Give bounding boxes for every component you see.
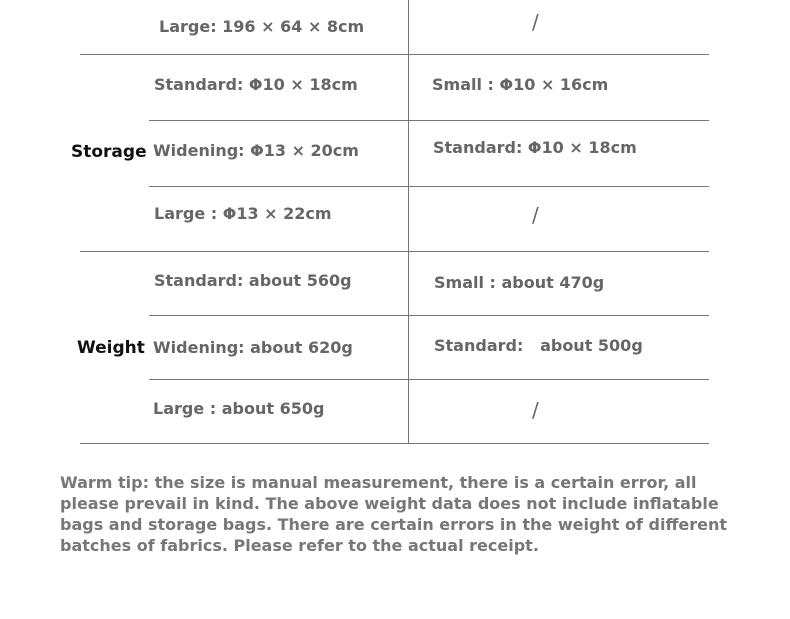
cell-left: Standard: about 560g (154, 271, 352, 290)
cell-right: / (532, 203, 539, 227)
cell-right: / (532, 398, 539, 422)
storage-header: Storage (71, 142, 147, 162)
row-divider (80, 251, 709, 252)
column-divider (408, 0, 409, 443)
row-divider (149, 186, 709, 187)
cell-right: Standard: about 500g (434, 336, 643, 355)
cell-right: Small : about 470g (434, 273, 605, 292)
row-divider (80, 54, 709, 55)
cell-left: Large : Φ13 × 22cm (154, 204, 332, 223)
cell-left: Widening: about 620g (153, 338, 353, 357)
cell-left: Large: 196 × 64 × 8cm (159, 17, 365, 36)
row-divider (149, 120, 709, 121)
cell-right: Standard: Φ10 × 18cm (433, 138, 637, 157)
row-divider (80, 443, 709, 444)
warm-tip: Warm tip: the size is manual measurement, there is a certain error, all please prevail in kind. The above weight data does not include inflatable bags and storage bags. There are certain errors in the weight of different batches of fabrics. Please refer to the actual receipt. (60, 473, 728, 555)
row-divider (149, 379, 709, 380)
cell-right: / (532, 10, 539, 34)
cell-left: Standard: Φ10 × 18cm (154, 75, 358, 94)
weight-header: Weight (77, 338, 145, 358)
cell-right: Small : Φ10 × 16cm (432, 75, 609, 94)
cell-left: Large : about 650g (153, 399, 325, 418)
row-divider (149, 315, 709, 316)
cell-left: Widening: Φ13 × 20cm (153, 141, 359, 160)
